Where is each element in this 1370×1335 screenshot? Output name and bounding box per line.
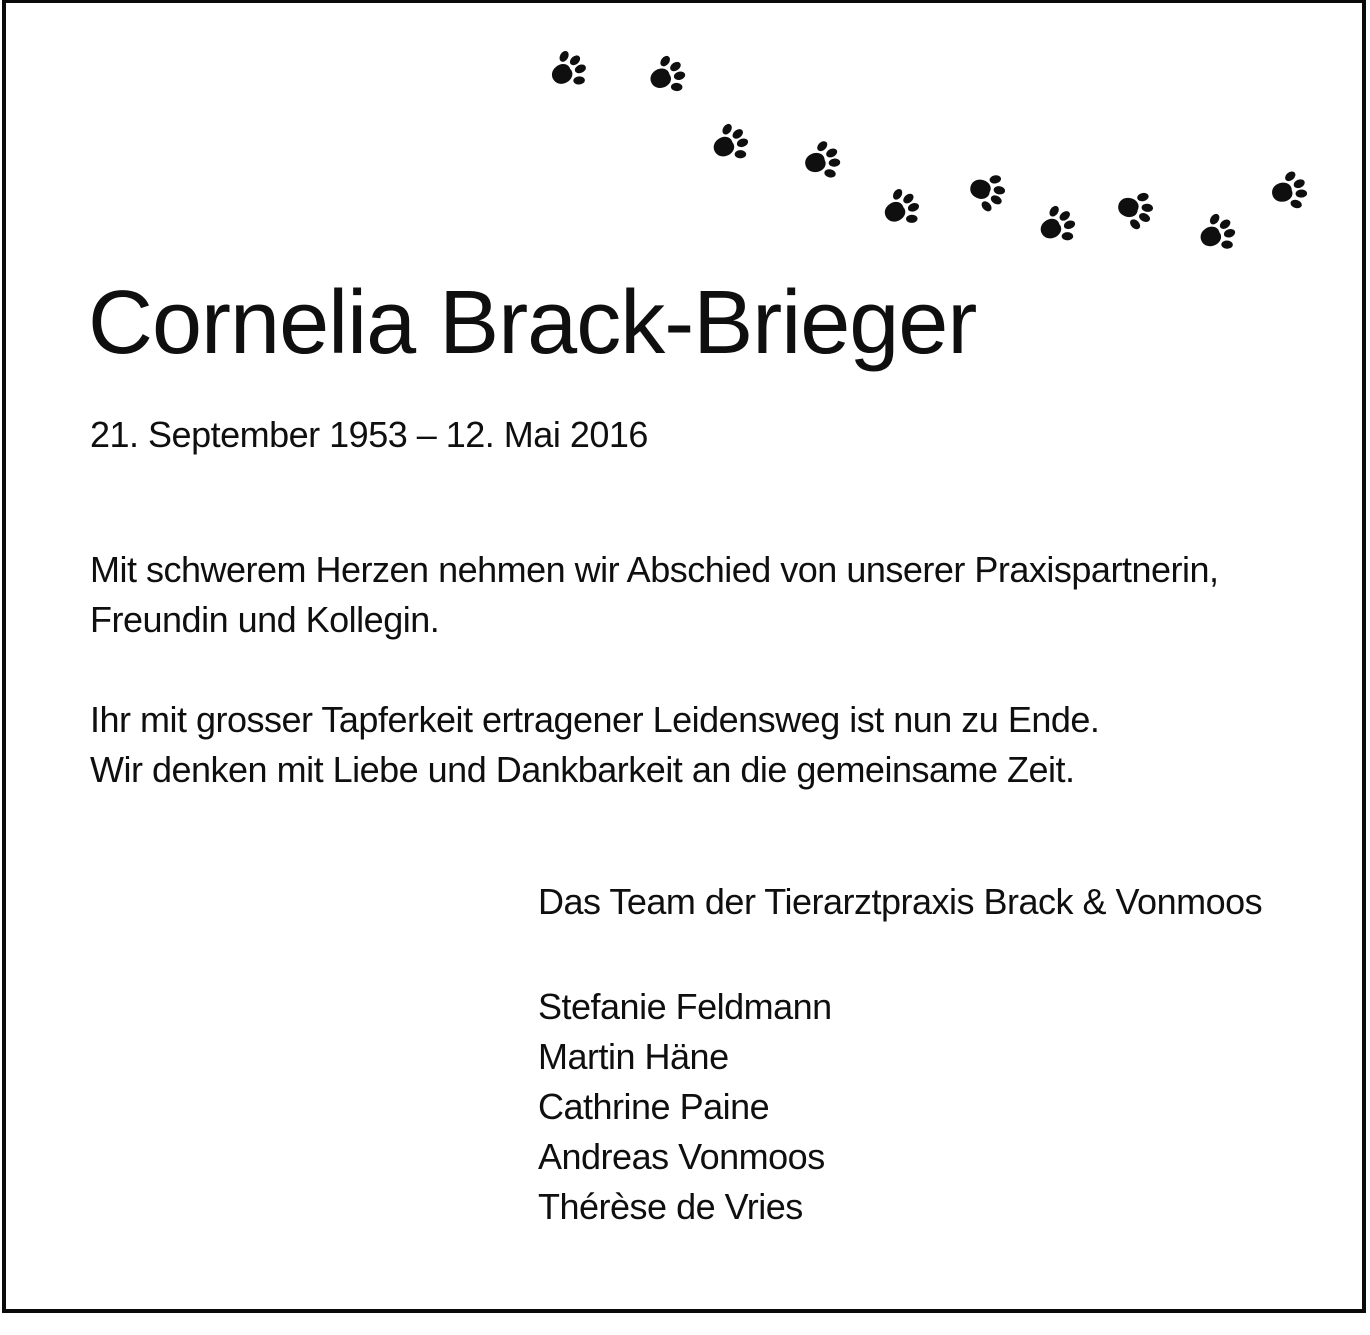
paw-print-icon: [1184, 202, 1248, 266]
paw-print-icon: [697, 112, 762, 177]
life-dates: 21. September 1953 – 12. Mai 2016: [90, 414, 648, 455]
signing-team: Das Team der Tierarztpraxis Brack & Vonmoos: [538, 881, 1263, 922]
deceased-name: Cornelia Brack-Brieger: [88, 273, 977, 373]
paw-trail: [0, 0, 1370, 270]
paw-print-icon: [1260, 163, 1317, 220]
condolence-paragraph-2: [90, 695, 1099, 795]
team-member-name: Andreas Vonmoos: [538, 1136, 825, 1177]
team-member-name: Thérèse de Vries: [538, 1186, 803, 1227]
paw-print-icon: [1024, 194, 1089, 259]
team-member-name: Cathrine Paine: [538, 1086, 770, 1127]
condolence-paragraph-1: [90, 545, 1219, 645]
paw-print-icon: [956, 161, 1016, 221]
paw-print-icon: [867, 176, 933, 242]
condolence-line: Mit schwerem Herzen nehmen wir Abschied von unserer Praxispartnerin,: [90, 549, 1219, 590]
team-members-list: [538, 982, 832, 1232]
condolence-line: Ihr mit grosser Tapferkeit ertragener Leidensweg ist nun zu Ende.: [90, 699, 1100, 740]
paw-print-icon: [534, 38, 600, 104]
paw-print-icon: [791, 131, 850, 190]
paw-print-icon: [1104, 179, 1163, 238]
team-member-name: Stefanie Feldmann: [538, 986, 832, 1027]
condolence-line: Freundin und Kollegin.: [90, 599, 440, 640]
paw-print-icon: [634, 44, 697, 107]
team-member-name: Martin Häne: [538, 1036, 729, 1077]
condolence-line: Wir denken mit Liebe und Dankbarkeit an die gemeinsame Zeit.: [90, 749, 1075, 790]
